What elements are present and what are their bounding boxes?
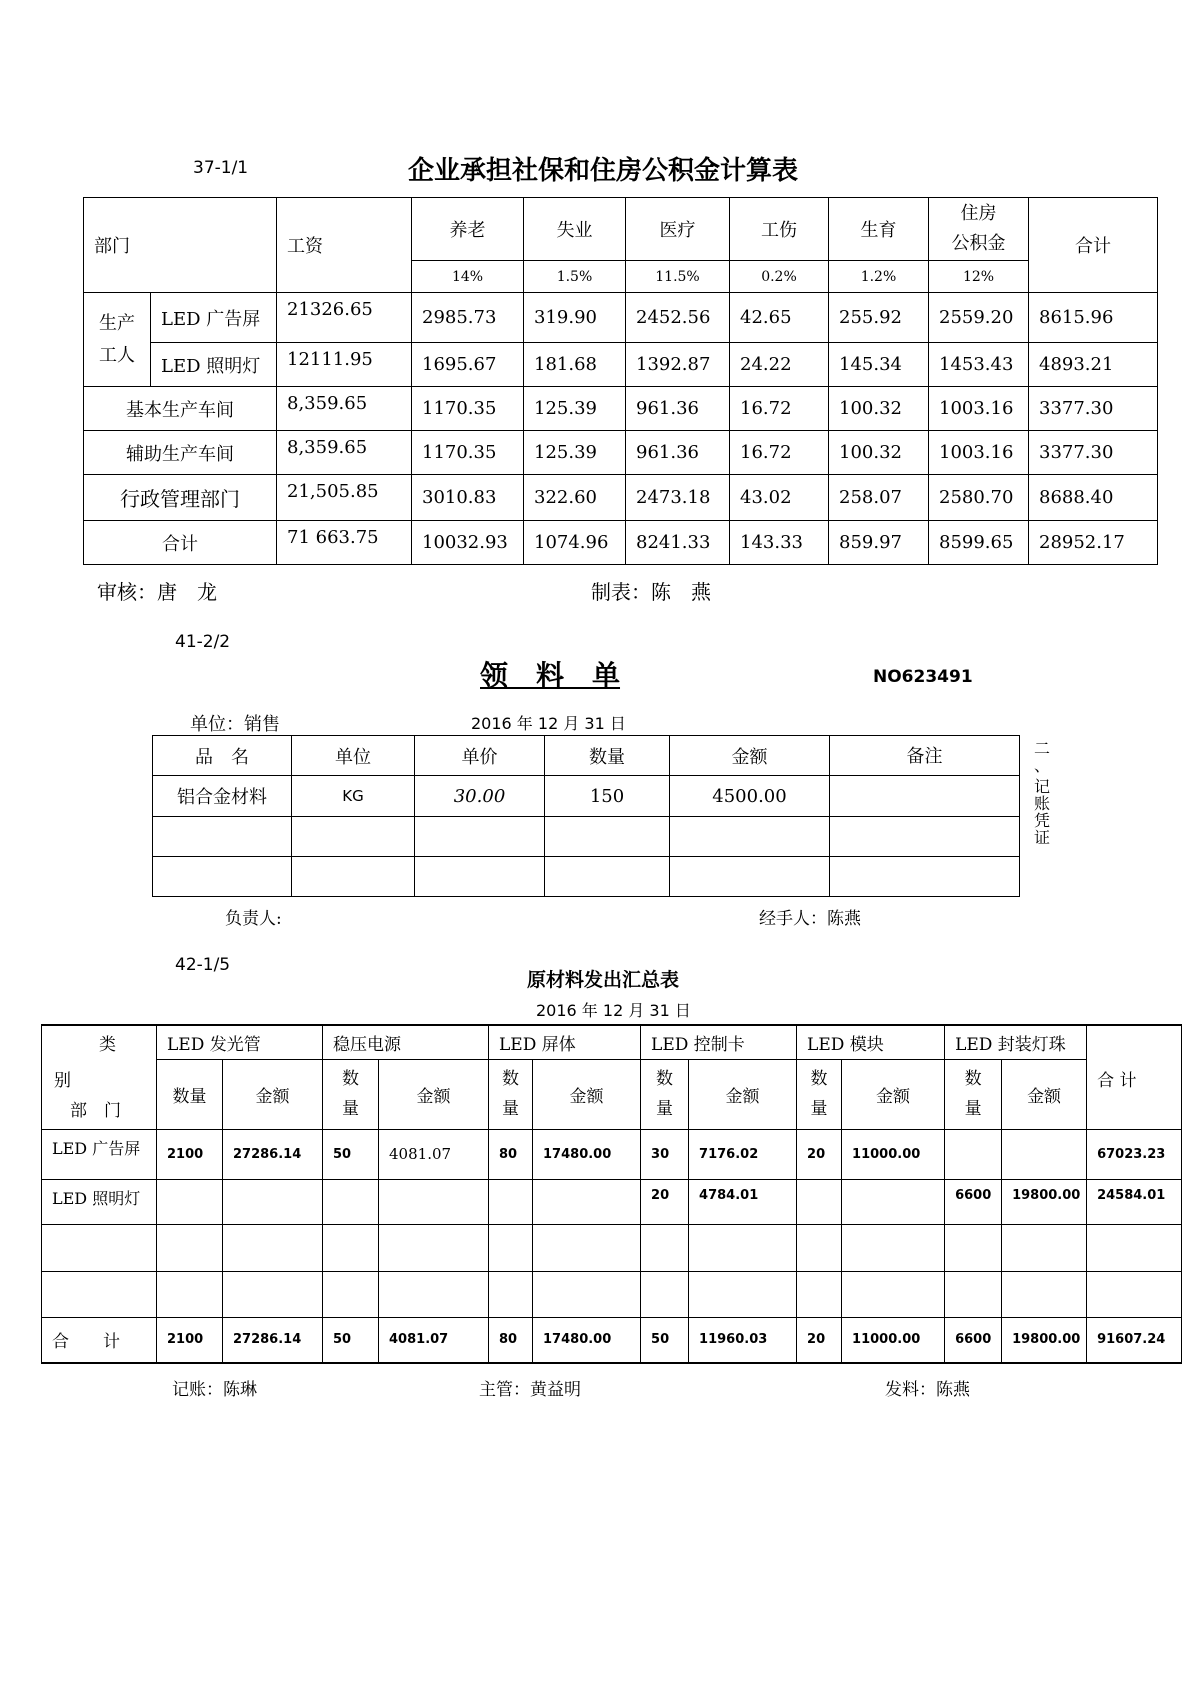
cell <box>1087 1224 1182 1271</box>
col-header: 品 名 <box>153 736 292 776</box>
cell <box>545 857 670 897</box>
qty-line2: 量 <box>656 1099 674 1119</box>
qty-line1: 数 <box>342 1069 360 1089</box>
cell: 24.22 <box>730 343 829 387</box>
header-medical: 医疗 <box>626 198 730 261</box>
qty-line1: 数 <box>810 1069 828 1089</box>
qty-header: 数量 <box>157 1059 223 1129</box>
cell: 11960.03 <box>689 1317 797 1363</box>
cell: 20 <box>797 1317 842 1363</box>
cell: 1074.96 <box>524 521 626 565</box>
preparer: 制表：陈 燕 <box>591 580 711 604</box>
cell <box>379 1271 489 1317</box>
cell: 28952.17 <box>1029 521 1158 565</box>
cell: 7176.02 <box>689 1129 797 1179</box>
col-header: 金额 <box>670 736 830 776</box>
cell: 17480.00 <box>533 1129 641 1179</box>
rate-cell: 0.2% <box>730 261 829 293</box>
cell: 21326.65 <box>277 293 412 343</box>
row-dept: 基本生产车间 <box>84 387 277 431</box>
group-label-line2: 工人 <box>99 344 135 366</box>
table-row <box>42 1271 1182 1317</box>
cell <box>153 817 292 857</box>
cell <box>830 776 1020 817</box>
category-header: LED 封装灯珠 <box>945 1025 1087 1059</box>
doc2-number: NO623491 <box>873 667 973 687</box>
row-dept: 行政管理部门 <box>84 475 277 521</box>
amount-header: 金额 <box>842 1059 945 1129</box>
header-housing-line1: 住房 <box>960 203 997 224</box>
amount-header: 金额 <box>1002 1059 1087 1129</box>
cell: 铝合金材料 <box>153 776 292 817</box>
cell: 2580.70 <box>929 475 1029 521</box>
cell: 16.72 <box>730 387 829 431</box>
row-dept: 辅助生产车间 <box>84 431 277 475</box>
cell <box>1087 1271 1182 1317</box>
amount-header: 金额 <box>379 1059 489 1129</box>
table-row <box>153 776 1020 817</box>
row-dept <box>42 1224 157 1271</box>
cell: 1695.67 <box>412 343 524 387</box>
cell: 859.97 <box>829 521 929 565</box>
cell <box>689 1271 797 1317</box>
cell <box>223 1271 323 1317</box>
cell <box>1002 1224 1087 1271</box>
cell: 4081.07 <box>379 1129 489 1179</box>
cell: 2100 <box>157 1317 223 1363</box>
cell <box>223 1224 323 1271</box>
cell <box>415 857 545 897</box>
cell: 2473.18 <box>626 475 730 521</box>
cell: 322.60 <box>524 475 626 521</box>
cell: 181.68 <box>524 343 626 387</box>
cell: 125.39 <box>524 431 626 475</box>
cell: 2452.56 <box>626 293 730 343</box>
cell: 50 <box>323 1129 379 1179</box>
cell <box>842 1271 945 1317</box>
cell <box>533 1179 641 1224</box>
cell: 50 <box>641 1317 689 1363</box>
cell: 27286.14 <box>223 1129 323 1179</box>
cell: 100.32 <box>829 387 929 431</box>
cell <box>670 817 830 857</box>
cell: 1003.16 <box>929 387 1029 431</box>
materials-summary-table <box>41 1024 1182 1364</box>
qty-line1: 数 <box>502 1069 520 1089</box>
cell: 4784.01 <box>689 1179 797 1224</box>
doc2-title: 领 料 单 <box>480 659 621 692</box>
side-note-char: 二 <box>1033 739 1050 758</box>
amount-header: 金额 <box>223 1059 323 1129</box>
rate-cell: 1.5% <box>524 261 626 293</box>
cell: 100.32 <box>829 431 929 475</box>
cell: 80 <box>489 1317 533 1363</box>
cell: 17480.00 <box>533 1317 641 1363</box>
table-row <box>42 1129 1182 1179</box>
cell <box>157 1271 223 1317</box>
cell: 24584.01 <box>1087 1179 1182 1224</box>
cell: 258.07 <box>829 475 929 521</box>
bookkeeper: 记账：陈琳 <box>172 1380 257 1400</box>
col-header: 数量 <box>545 736 670 776</box>
cell: 30 <box>641 1129 689 1179</box>
cell: 91607.24 <box>1087 1317 1182 1363</box>
table-row <box>84 475 1158 521</box>
requisition-table <box>152 735 1020 897</box>
cell <box>641 1224 689 1271</box>
table-row <box>42 1179 1182 1224</box>
header-total: 合计 <box>1029 198 1158 293</box>
table-row <box>153 817 1020 857</box>
cell: 8241.33 <box>626 521 730 565</box>
row-dept: LED 广告屏 <box>42 1129 157 1179</box>
cell: 4081.07 <box>379 1317 489 1363</box>
cell <box>797 1179 842 1224</box>
cell: 4893.21 <box>1029 343 1158 387</box>
row-dept: 合计 <box>84 521 277 565</box>
cell: 8599.65 <box>929 521 1029 565</box>
rate-cell: 12% <box>929 261 1029 293</box>
qty-line2: 量 <box>502 1099 520 1119</box>
row-dept <box>42 1271 157 1317</box>
header-wage: 工资 <box>277 198 412 293</box>
col-header: 单价 <box>415 736 545 776</box>
cell <box>830 817 1020 857</box>
header-dept: 部门 <box>84 198 277 293</box>
cell: 71 663.75 <box>277 521 412 565</box>
table-row-total <box>42 1317 1182 1363</box>
table-row <box>42 1224 1182 1271</box>
doc3-code: 42-1/5 <box>175 955 231 975</box>
corner-mid: 别 <box>54 1071 71 1091</box>
corner-bottom: 部 门 <box>70 1101 121 1121</box>
doc1-title: 企业承担社保和住房公积金计算表 <box>408 156 799 186</box>
cell <box>1002 1129 1087 1179</box>
header-pension: 养老 <box>412 198 524 261</box>
cell: 20 <box>797 1129 842 1179</box>
cell: 11000.00 <box>842 1317 945 1363</box>
cell: 50 <box>323 1317 379 1363</box>
category-header: LED 发光管 <box>157 1025 323 1059</box>
cell: 12111.95 <box>277 343 412 387</box>
col-header: 单位 <box>292 736 415 776</box>
cell: 2100 <box>157 1129 223 1179</box>
cell <box>830 857 1020 897</box>
header-maternity: 生育 <box>829 198 929 261</box>
cell <box>489 1271 533 1317</box>
cell: 6600 <box>945 1317 1002 1363</box>
side-note-char: 凭 <box>1033 811 1050 830</box>
row-dept: LED 照明灯 <box>151 343 277 387</box>
doc2-code: 41-2/2 <box>175 632 231 652</box>
table-row <box>84 431 1158 475</box>
cell <box>489 1179 533 1224</box>
cell <box>157 1224 223 1271</box>
doc2-unit: 单位：销售 <box>190 714 280 735</box>
rate-cell: 14% <box>412 261 524 293</box>
cell: 150 <box>545 776 670 817</box>
cell <box>945 1224 1002 1271</box>
cell: 255.92 <box>829 293 929 343</box>
cell: 1453.43 <box>929 343 1029 387</box>
header-injury: 工伤 <box>730 198 829 261</box>
cell <box>157 1179 223 1224</box>
cell: 143.33 <box>730 521 829 565</box>
row-dept: LED 照明灯 <box>42 1179 157 1224</box>
cell: 19800.00 <box>1002 1179 1087 1224</box>
cell <box>379 1224 489 1271</box>
cell: 4500.00 <box>670 776 830 817</box>
side-note-char: 记 <box>1033 777 1050 796</box>
cell <box>323 1224 379 1271</box>
cell: 2559.20 <box>929 293 1029 343</box>
cell <box>323 1179 379 1224</box>
cell <box>641 1271 689 1317</box>
group-label <box>84 293 151 387</box>
cell <box>292 817 415 857</box>
doc1-code: 37-1/1 <box>193 158 249 178</box>
cell: 11000.00 <box>842 1129 945 1179</box>
cell: 8,359.65 <box>277 387 412 431</box>
table-row <box>153 857 1020 897</box>
supervisor: 主管：黄益明 <box>479 1380 581 1400</box>
qty-line1: 数 <box>964 1069 982 1089</box>
qty-header <box>641 1059 689 1129</box>
total-header: 合 计 <box>1087 1025 1182 1129</box>
cell: 42.65 <box>730 293 829 343</box>
table-row-total <box>84 521 1158 565</box>
qty-header <box>323 1059 379 1129</box>
cell: 43.02 <box>730 475 829 521</box>
category-header: 稳压电源 <box>323 1025 489 1059</box>
qty-header <box>489 1059 533 1129</box>
qty-line2: 量 <box>964 1099 982 1119</box>
cell: 3010.83 <box>412 475 524 521</box>
category-header: LED 屏体 <box>489 1025 641 1059</box>
cell <box>945 1271 1002 1317</box>
qty-header <box>797 1059 842 1129</box>
cell: 10032.93 <box>412 521 524 565</box>
cell <box>797 1224 842 1271</box>
cell: 3377.30 <box>1029 387 1158 431</box>
header-housing <box>929 198 1029 261</box>
cell: 8688.40 <box>1029 475 1158 521</box>
cell <box>1002 1271 1087 1317</box>
qty-header <box>945 1059 1002 1129</box>
category-header: LED 控制卡 <box>641 1025 797 1059</box>
cell: 1003.16 <box>929 431 1029 475</box>
cell: 1392.87 <box>626 343 730 387</box>
cell <box>533 1271 641 1317</box>
cell: 8,359.65 <box>277 431 412 475</box>
cell: 8615.96 <box>1029 293 1158 343</box>
row-dept: 合 计 <box>42 1317 157 1363</box>
header-unemployment: 失业 <box>524 198 626 261</box>
reviewer: 审核：唐 龙 <box>97 580 217 604</box>
cell <box>797 1271 842 1317</box>
cell <box>533 1224 641 1271</box>
row-dept: LED 广告屏 <box>151 293 277 343</box>
qty-line1: 数 <box>656 1069 674 1089</box>
qty-line2: 量 <box>342 1099 360 1119</box>
cell: 80 <box>489 1129 533 1179</box>
corner-top: 类 <box>99 1035 116 1055</box>
handler: 经手人：陈燕 <box>759 909 861 929</box>
doc2-date: 2016 年 12 月 31 日 <box>471 714 626 733</box>
cell: 1170.35 <box>412 431 524 475</box>
cell: 20 <box>641 1179 689 1224</box>
amount-header: 金额 <box>689 1059 797 1129</box>
cell: 319.90 <box>524 293 626 343</box>
cell: 21,505.85 <box>277 475 412 521</box>
cell <box>415 817 545 857</box>
rate-cell: 1.2% <box>829 261 929 293</box>
side-note-char: 、 <box>1033 756 1050 775</box>
cell: 27286.14 <box>223 1317 323 1363</box>
category-header: LED 模块 <box>797 1025 945 1059</box>
cell <box>223 1179 323 1224</box>
cell <box>842 1179 945 1224</box>
responsible: 负责人: <box>225 909 282 929</box>
table-row <box>84 343 1158 387</box>
cell <box>379 1179 489 1224</box>
cell <box>670 857 830 897</box>
cell: 125.39 <box>524 387 626 431</box>
rate-cell: 11.5% <box>626 261 730 293</box>
header-housing-line2: 公积金 <box>951 233 1006 254</box>
group-label-line1: 生产 <box>99 312 135 334</box>
cell: 30.00 <box>415 776 545 817</box>
cell: 6600 <box>945 1179 1002 1224</box>
social-insurance-table <box>83 197 1158 565</box>
table-row <box>84 387 1158 431</box>
amount-header: 金额 <box>533 1059 641 1129</box>
cell <box>489 1224 533 1271</box>
cell: 2985.73 <box>412 293 524 343</box>
cell: KG <box>292 776 415 817</box>
cell: 3377.30 <box>1029 431 1158 475</box>
col-header: 备注 <box>830 736 1020 776</box>
cell <box>545 817 670 857</box>
cell: 67023.23 <box>1087 1129 1182 1179</box>
side-note <box>1032 740 1052 846</box>
cell <box>153 857 292 897</box>
cell <box>323 1271 379 1317</box>
cell: 16.72 <box>730 431 829 475</box>
side-note-char: 账 <box>1033 794 1050 813</box>
cell: 1170.35 <box>412 387 524 431</box>
cell <box>689 1224 797 1271</box>
cell <box>842 1224 945 1271</box>
table-row <box>84 293 1158 343</box>
cell: 961.36 <box>626 431 730 475</box>
cell: 19800.00 <box>1002 1317 1087 1363</box>
cell: 145.34 <box>829 343 929 387</box>
doc3-title: 原材料发出汇总表 <box>527 969 680 991</box>
corner-header <box>42 1025 157 1129</box>
cell <box>945 1129 1002 1179</box>
issuer: 发料：陈燕 <box>885 1380 970 1400</box>
qty-line2: 量 <box>810 1099 828 1119</box>
doc3-date: 2016 年 12 月 31 日 <box>536 1001 691 1020</box>
cell <box>292 857 415 897</box>
cell: 961.36 <box>626 387 730 431</box>
side-note-char: 证 <box>1033 828 1050 847</box>
